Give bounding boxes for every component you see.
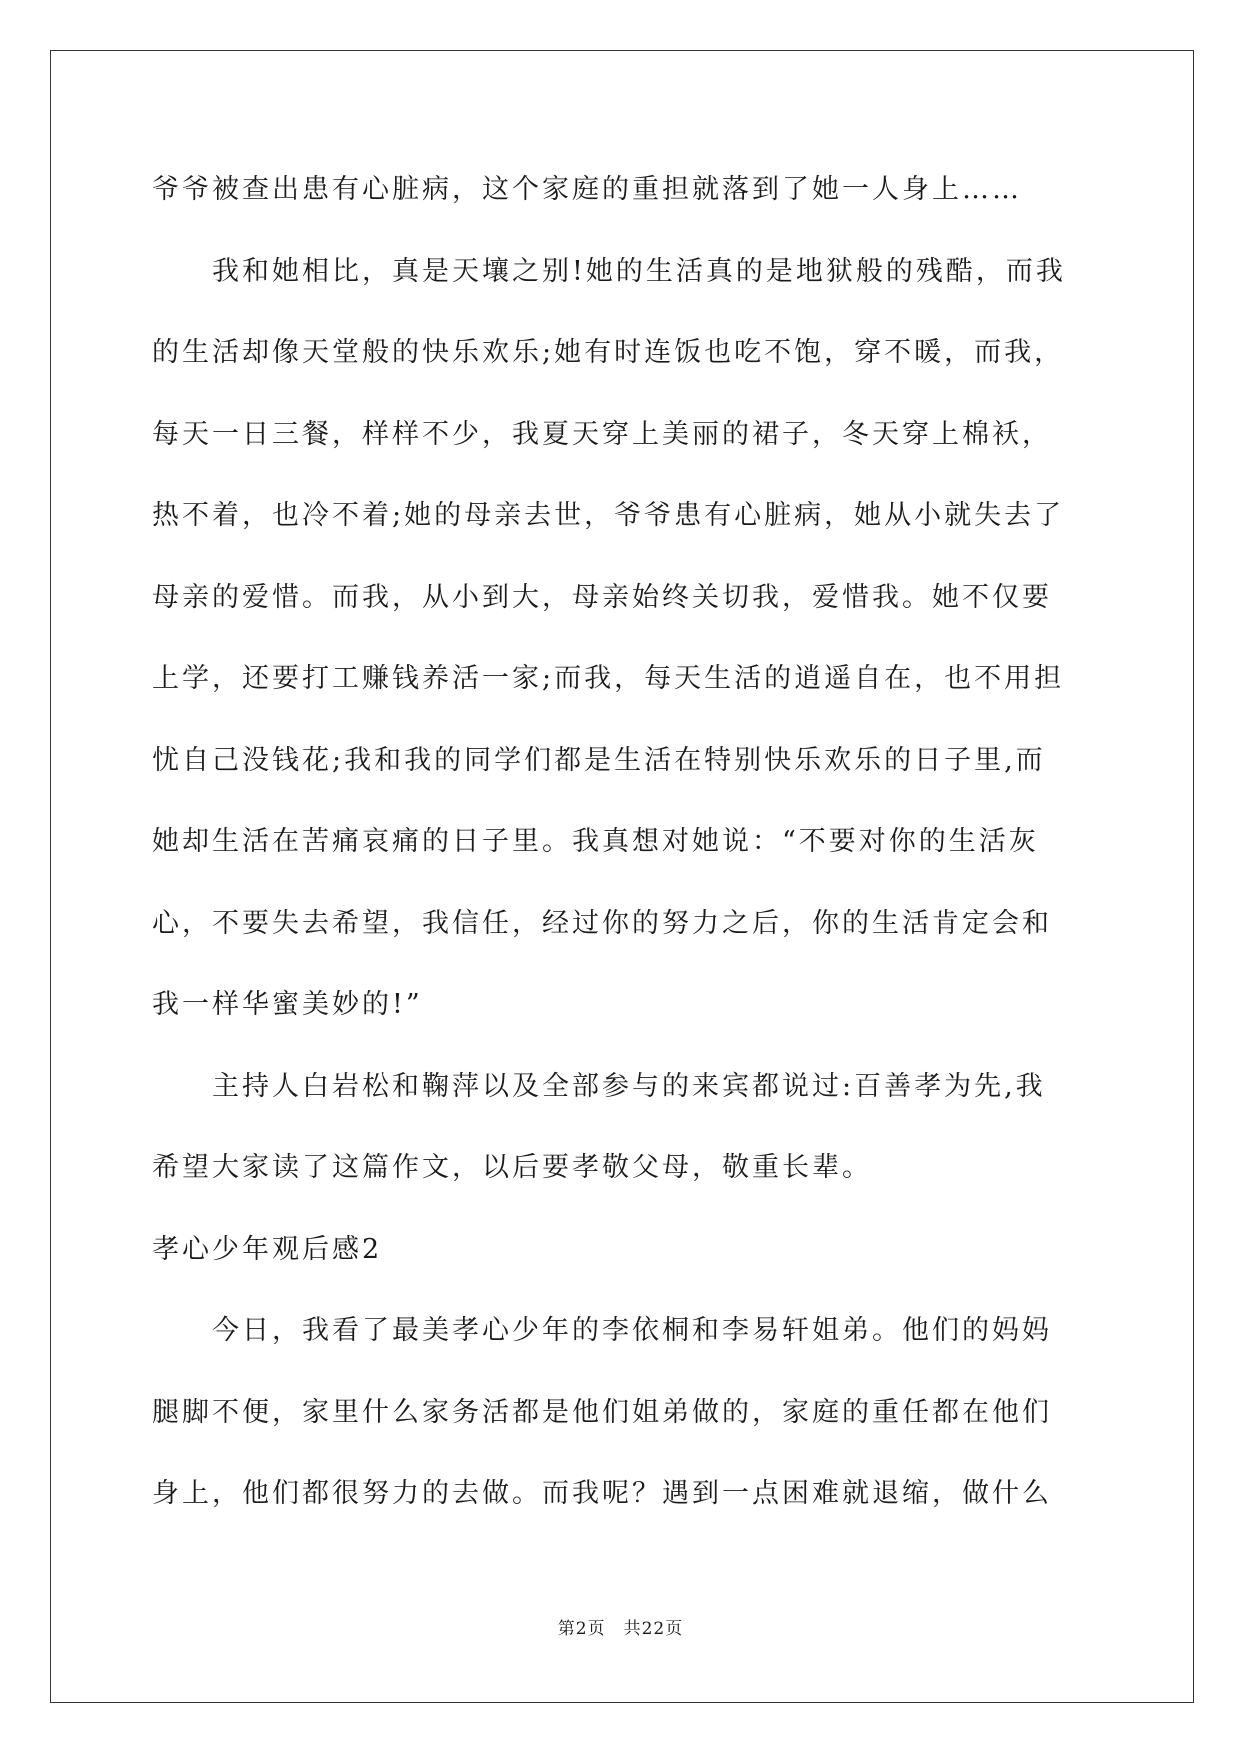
text-line: 希望大家读了这篇作文，以后要孝敬父母，敬重长辈。 xyxy=(152,1152,872,1183)
text-line: 主持人白岩松和鞠萍以及全部参与的来宾都说过:百善孝为先,我 xyxy=(152,1070,1046,1102)
text-line: 身上，他们都很努力的去做。而我呢？遇到一点困难就退缩，做什么 xyxy=(152,1478,1052,1509)
text-line: 热不着，也冷不着;她的母亲去世，爷爷患有心脏病，她从小就失去了 xyxy=(152,500,1065,531)
text-line: 的生活却像天堂般的快乐欢乐;她有时连饭也吃不饱，穿不暖，而我， xyxy=(152,337,1065,368)
text-line: 上学，还要打工赚钱养活一家;而我，每天生活的逍遥自在，也不用担 xyxy=(152,663,1065,694)
page-number-footer: 第2页 共22页 xyxy=(557,1619,684,1639)
text-line: 心，不要失去希望，我信任，经过你的努力之后，你的生活肯定会和 xyxy=(152,907,1052,939)
text-line: 我一样华蜜美妙的!” xyxy=(152,989,423,1020)
text-line: 爷爷被查出患有心脏病，这个家庭的重担就落到了她一人身上…… xyxy=(152,174,1022,205)
text-line: 每天一日三餐，样样不少，我夏天穿上美丽的裙子，冬天穿上棉袄， xyxy=(152,418,1052,450)
text-line: 她却生活在苦痛哀痛的日子里。我真想对她说：“不要对你的生活灰 xyxy=(152,826,1039,857)
document-body xyxy=(152,160,1092,1546)
text-line: 母亲的爱惜。而我，从小到大，母亲始终关切我，爱惜我。她不仅要 xyxy=(152,581,1052,613)
text-line: 我和她相比，真是天壤之别!她的生活真的是地狱般的残酷，而我 xyxy=(152,255,1066,287)
text-line: 腿脚不便，家里什么家务活都是他们姐弟做的，家庭的重任都在他们 xyxy=(152,1396,1052,1428)
text-line: 忧自己没钱花;我和我的同学们都是生活在特别快乐欢乐的日子里,而 xyxy=(152,744,1046,776)
section-heading: 孝心少年观后感2 xyxy=(152,1233,383,1265)
text-line: 今日，我看了最美孝心少年的李依桐和李易轩姐弟。他们的妈妈 xyxy=(152,1315,1052,1346)
